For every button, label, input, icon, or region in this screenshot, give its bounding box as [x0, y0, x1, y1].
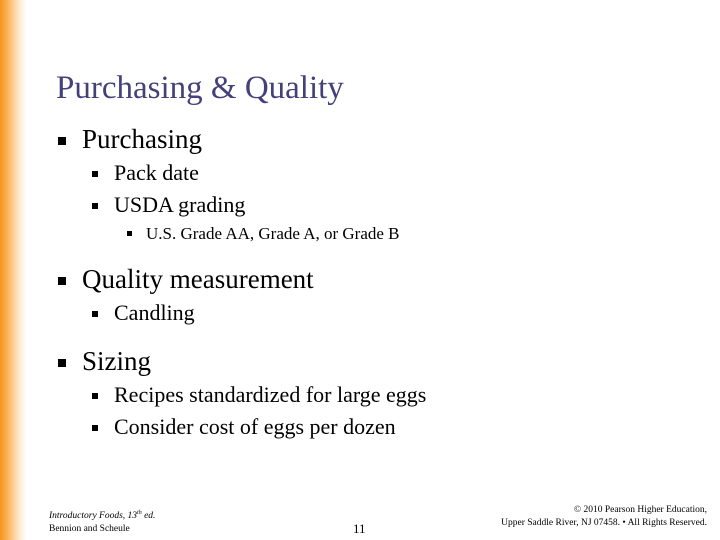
footer-book-title: Introductory Foods, 13th ed. — [49, 510, 156, 521]
bullet-text: Consider cost of eggs per dozen — [114, 414, 396, 439]
footer-copyright — [501, 504, 707, 530]
edition-superscript: th — [137, 510, 142, 516]
left-edge-gradient — [0, 0, 26, 540]
bullet-text: Pack date — [114, 160, 199, 185]
slide-title: Purchasing & Quality — [56, 70, 344, 106]
bullet-usda-grading — [114, 194, 245, 216]
bullet-pack-date — [114, 162, 199, 184]
bullet-text: Purchasing — [82, 124, 202, 154]
bullet-text: Recipes standardized for large eggs — [114, 382, 427, 407]
copyright-line-2: Upper Saddle River, NJ 07458. • All Rights Reserved. — [501, 518, 707, 528]
bullet-text: Candling — [114, 300, 195, 325]
bullet-sizing — [82, 348, 151, 375]
bullet-cost — [114, 416, 396, 438]
square-bullet-icon — [58, 137, 66, 145]
footer-book-info — [49, 507, 155, 536]
bullet-purchasing — [82, 126, 202, 153]
square-bullet-icon — [92, 203, 98, 209]
square-bullet-icon — [92, 311, 98, 317]
bullet-text: U.S. Grade AA, Grade A, or Grade B — [146, 224, 400, 243]
bullet-text: Sizing — [82, 346, 152, 376]
square-bullet-icon — [92, 425, 98, 431]
square-bullet-icon — [58, 359, 66, 367]
footer-authors: Bennion and Scheule — [49, 524, 130, 534]
square-bullet-icon — [58, 277, 66, 285]
copyright-line-1: © 2010 Pearson Higher Education, — [573, 505, 707, 515]
bullet-quality-measurement — [82, 266, 314, 293]
bullet-recipes — [114, 384, 426, 406]
bullet-text: USDA grading — [114, 192, 246, 217]
bullet-grades — [146, 225, 400, 242]
page-number: 11 — [353, 521, 366, 536]
square-bullet-icon — [127, 231, 132, 236]
square-bullet-icon — [92, 171, 98, 177]
bullet-text: Quality measurement — [82, 264, 314, 294]
bullet-candling — [114, 302, 195, 324]
square-bullet-icon — [92, 393, 98, 399]
